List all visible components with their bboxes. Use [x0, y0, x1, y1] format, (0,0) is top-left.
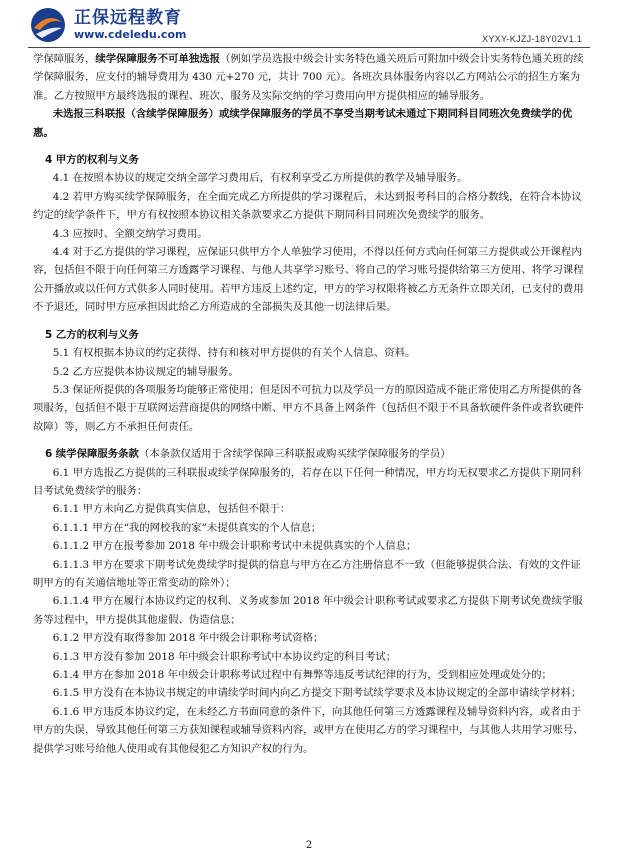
clause-4-3: 4.3 应按时、全额交纳学习费用。 — [52, 227, 208, 240]
clause-6-1-1-4: 6.1.1.4 甲方在履行本协议约定的权利、义务或参加 2018 年中级会计职称考试或要求乙方提供下期考试免费续学服务等过程中，甲方提供其他虚假、伪造信息； — [33, 595, 583, 626]
clause-6-1-2: 6.1.2 甲方没有取得参加 2018 年中级会计职称考试资格； — [52, 632, 324, 645]
brand-name: 正保远程教育 — [74, 8, 182, 28]
paragraph-service-intro: 学保障服务，续学保障服务不可单独选报（例如学员选报中级会计实务特色通关班后可附加中级会计实务特色通关班的续学保障服务，应支付的辅导费用为 430 元+270 元，共计 700 元）。各班次具体服务内容以乙方网站公示的招生方案为准。乙方按照甲方最终选报的课程、班次、服务及实际交纳的学习费用向甲方提供相应的辅导服务。 — [33, 53, 584, 102]
paragraph-no-discount: 未选报三科联报（含续学保障服务）或续学保障服务的学员不享受当期考试未通过下期同科目同班次免费续学的优惠。 — [33, 108, 573, 139]
page-number: 2 — [305, 840, 313, 851]
clause-6-1-5: 6.1.5 甲方没有在本协议书规定的申请续学时间内向乙方提交下期考试续学要求及本协议规定的全部申请续学材料； — [52, 687, 582, 700]
clause-4-4: 4.4 对于乙方提供的学习课程，应保证只供甲方个人单独学习使用，不得以任何方式向任何第三方提供或公开课程内容，包括但不限于向任何第三方透露学习课程、与他人共享学习账号、将自己的学习账号提供给第三方使用、将学习课程公开播放或以任何方式供多人同时使用。若甲方违反上述约定，甲方的学习权限将被乙方无条件立即关闭，已支付的费用不予退还，同时甲方应承担因此给乙方所造成的全部损失及其他一切法律后果。 — [33, 246, 584, 314]
clause-4-2: 4.2 若甲方购买续学保障服务，在全面完成乙方所提供的学习课程后，未达到报考科目的合格分数线，在符合本协议约定的续学条件下，甲方有权按照本协议相关条款要求乙方提供下期同科目同班次免费续学的服务。 — [33, 190, 582, 222]
clause-6-1: 6.1 甲方选报乙方提供的三科联报或续学保障服务的，若存在以下任何一种情况，甲方均无权要求乙方提供下期同科目考试免费续学的服务： — [33, 466, 582, 497]
clause-6-1-3: 6.1.3 甲方没有参加 2018 年中级会计职称考试中本协议约定的科目考试； — [52, 650, 397, 663]
page-header — [0, 0, 618, 48]
header-divider — [28, 47, 590, 48]
clause-5-3: 5.3 保证所提供的各项服务均能够正常使用；但是因不可抗力以及学员一方的原因造成不能正常使用乙方所提供的各项服务，包括但不限于互联网运营商提供的网络中断、甲方不具备上网条件（包括但不限于不具备软硬件条件或者软硬件故障）等，则乙方不承担任何责任。 — [33, 383, 584, 433]
document-body — [33, 50, 589, 758]
clause-6-1-1-2: 6.1.1.2 甲方在报考参加 2018 年中级会计职称考试中未提供真实的个人信息； — [52, 540, 417, 553]
brand — [74, 8, 186, 42]
brand-url: www.cdeledu.com — [74, 28, 187, 41]
clause-5-1: 5.1 有权根据本协议的约定获得、持有和核对甲方提供的有关个人信息、资料。 — [52, 347, 416, 360]
clause-6-1-6: 6.1.6 甲方违反本协议约定，在未经乙方书面同意的条件下，向其他任何第三方透露课程及辅导资料内容，或者由于甲方的失误，导致其他任何第三方获知课程或辅导资料内容，或甲方在使用乙方的学习课程中，与其他人共用学习账号、提供学习账号给他人使用或有其他侵犯乙方知识产权的行为。 — [33, 705, 584, 755]
section-heading-5: 5 乙方的权利与义务 — [44, 328, 139, 341]
clause-6-1-1-1: 6.1.1.1 甲方在“我的网校我的家”未提供真实的个人信息； — [52, 521, 322, 534]
emphasis-text: 续学保障服务不可单独选报 — [95, 53, 221, 65]
clause-6-1-1-3: 6.1.1.3 甲方在要求下期考试免费续学时提供的信息与甲方在乙方注册信息不一致（但能够提供合法、有效的文件证明甲方的有关通信地址等正常变动的除外）； — [33, 558, 581, 589]
document-code: XYXY-KJZJ-18Y02V1.1 — [482, 34, 582, 44]
section-heading-6: 6 续学保障服务条款（本条款仅适用于含续学保障三科联报或购买续学保障服务的学员） — [44, 448, 451, 461]
clause-5-2: 5.2 乙方应提供本协议规定的辅导服务。 — [52, 365, 239, 378]
clause-6-1-4: 6.1.4 甲方在参加 2018 年中级会计职称考试过程中有舞弊等违反考试纪律的行为，受到相应处理或处分的； — [52, 669, 552, 681]
clause-4-1: 4.1 在按照本协议的规定交纳全部学习费用后，有权利享受乙方所提供的教学及辅导服务。 — [52, 172, 468, 185]
clause-6-1-1: 6.1.1 甲方未向乙方提供真实信息，包括但不限于： — [52, 503, 291, 516]
section-heading-4: 4 甲方的权利与义务 — [44, 154, 139, 167]
cdeledu-logo-icon — [28, 6, 68, 44]
